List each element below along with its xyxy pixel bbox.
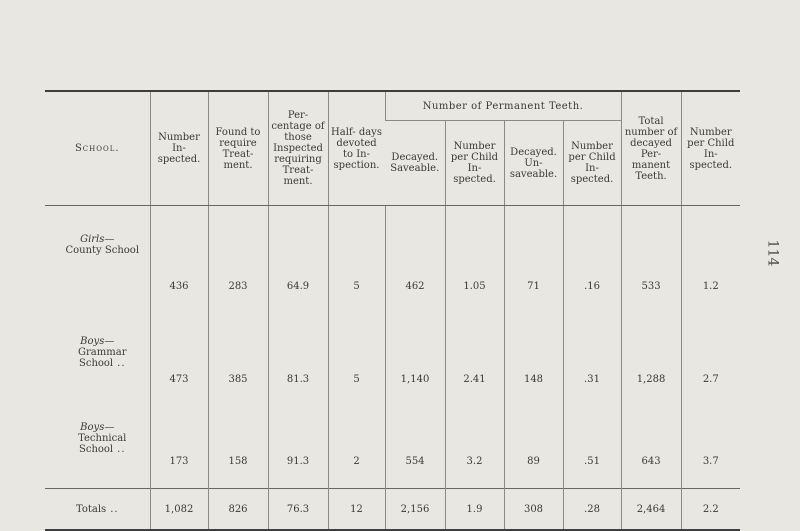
header-found-to-require-treatment: Found to require Treat- ment. <box>208 91 268 206</box>
totals-label-cell <box>45 489 150 531</box>
cell-total-decayed: 1,288 <box>621 326 681 410</box>
school-category: Boys— <box>80 336 115 347</box>
table-row <box>45 410 740 489</box>
cell-decayed-unsaveable: 148 <box>504 326 563 410</box>
header-half-days: Half- days devoted to In- spection. <box>328 91 385 206</box>
school-cell <box>45 326 150 410</box>
total-percentage: 76.3 <box>268 489 328 531</box>
school-name-text: Technical School <box>78 433 127 455</box>
total-found-to-require: 826 <box>208 489 268 531</box>
cell-number-inspected: 436 <box>150 206 208 327</box>
header-number-inspected: Number In- spected. <box>150 91 208 206</box>
total-half-days: 12 <box>328 489 385 531</box>
cell-half-days: 5 <box>328 326 385 410</box>
total-number-inspected: 1,082 <box>150 489 208 531</box>
header-per-child-unsaveable: Number per Child In- spected. <box>563 121 621 206</box>
total-per-child-unsaveable: .28 <box>563 489 621 531</box>
header-per-child-total: Number per Child In- spected. <box>681 91 740 206</box>
total-decayed-saveable: 2,156 <box>385 489 445 531</box>
school-cell <box>45 206 150 327</box>
total-decayed-permanent: 2,464 <box>621 489 681 531</box>
table-row <box>45 206 740 327</box>
cell-per-child-total: 2.7 <box>681 326 740 410</box>
cell-half-days: 5 <box>328 206 385 327</box>
cell-per-child-saveable: 2.41 <box>445 326 504 410</box>
cell-per-child-unsaveable: .31 <box>563 326 621 410</box>
cell-percentage: 81.3 <box>268 326 328 410</box>
leader-dots: .. <box>117 358 126 369</box>
header-per-child-saveable: Number per Child In- spected. <box>445 121 504 206</box>
school-name <box>47 433 148 455</box>
leader-dots: .. <box>110 503 119 515</box>
cell-decayed-saveable: 1,140 <box>385 326 445 410</box>
totals-row <box>45 489 740 531</box>
header-decayed-saveable: Decayed. Saveable. <box>385 121 445 206</box>
total-decayed-unsaveable: 308 <box>504 489 563 531</box>
school-name: County School <box>65 245 140 256</box>
school-category: Boys— <box>80 422 115 433</box>
total-per-child-total: 2.2 <box>681 489 740 531</box>
dental-inspection-table <box>45 90 740 531</box>
header-percentage-requiring-treatment: Per- centage of those Inspected requiring Treat- ment. <box>268 91 328 206</box>
leader-dots: .. <box>117 444 126 455</box>
header-school: School. <box>45 91 150 206</box>
cell-decayed-saveable: 462 <box>385 206 445 327</box>
cell-per-child-saveable: 3.2 <box>445 410 504 489</box>
cell-percentage: 91.3 <box>268 410 328 489</box>
cell-per-child-unsaveable: .16 <box>563 206 621 327</box>
cell-number-inspected: 173 <box>150 410 208 489</box>
cell-per-child-saveable: 1.05 <box>445 206 504 327</box>
header-permanent-teeth-group: Number of Permanent Teeth. <box>385 91 621 121</box>
table-row <box>45 326 740 410</box>
cell-per-child-total: 3.7 <box>681 410 740 489</box>
cell-found-to-require: 283 <box>208 206 268 327</box>
school-category: Girls— <box>80 234 115 245</box>
cell-total-decayed: 533 <box>621 206 681 327</box>
totals-label: Totals <box>75 503 107 515</box>
cell-half-days: 2 <box>328 410 385 489</box>
cell-per-child-unsaveable: .51 <box>563 410 621 489</box>
cell-decayed-unsaveable: 71 <box>504 206 563 327</box>
cell-decayed-saveable: 554 <box>385 410 445 489</box>
header-total-decayed: Total number of decayed Per- manent Teeth. <box>621 91 681 206</box>
header-decayed-unsaveable: Decayed. Un- saveable. <box>504 121 563 206</box>
cell-total-decayed: 643 <box>621 410 681 489</box>
cell-per-child-total: 1.2 <box>681 206 740 327</box>
cell-number-inspected: 473 <box>150 326 208 410</box>
school-name-text: Grammar School <box>78 347 127 369</box>
cell-percentage: 64.9 <box>268 206 328 327</box>
school-name <box>47 347 148 369</box>
total-per-child-saveable: 1.9 <box>445 489 504 531</box>
cell-found-to-require: 158 <box>208 410 268 489</box>
school-cell <box>45 410 150 489</box>
cell-decayed-unsaveable: 89 <box>504 410 563 489</box>
cell-found-to-require: 385 <box>208 326 268 410</box>
page-number: 114 <box>764 239 781 267</box>
